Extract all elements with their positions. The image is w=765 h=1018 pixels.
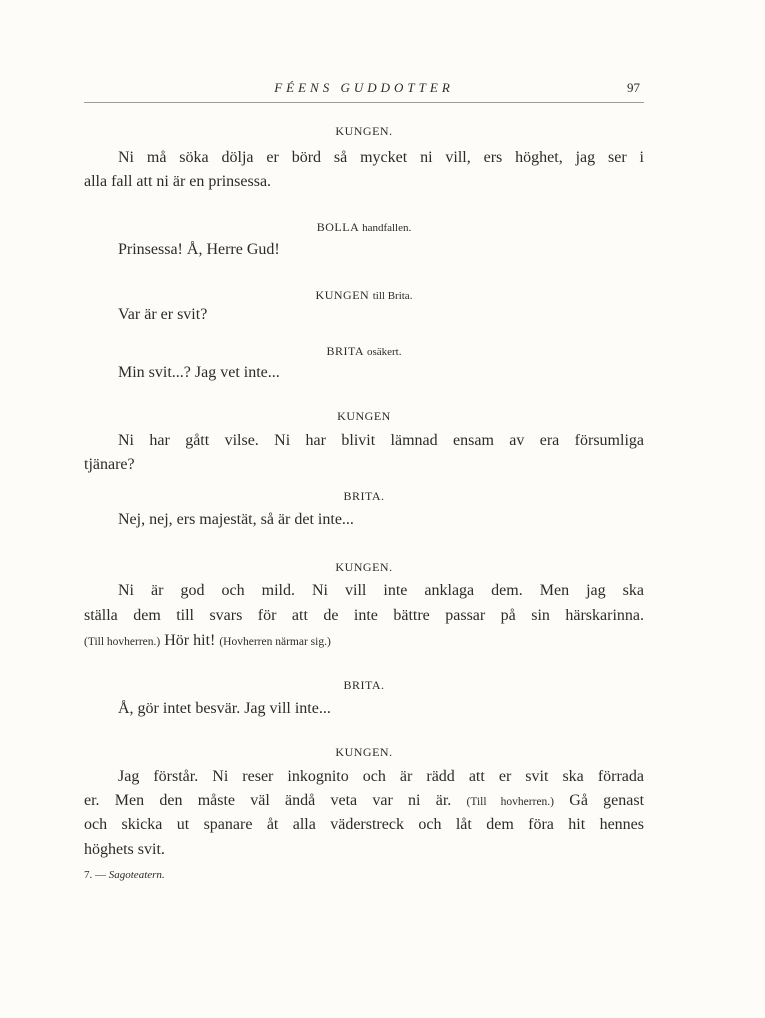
speaker-brita-1	[84, 344, 644, 359]
signature-title: Sagoteatern.	[108, 869, 165, 881]
stage-direction: till Brita.	[372, 290, 413, 302]
dialogue-line-14	[84, 789, 644, 814]
stage-direction: (Hovherren närmar sig.)	[219, 636, 331, 648]
stage-direction: (Till hovherren.)	[84, 636, 161, 648]
signature-number: 7. —	[84, 869, 106, 881]
dialogue-line-6: Ni har gått vilse. Ni har blivit lämnad ensam av era försumliga	[118, 432, 644, 449]
dialogue-text: er. Men den måste väl ändå veta var ni är.	[84, 792, 452, 809]
dialogue-line-16: höghets svit.	[84, 841, 165, 858]
dialogue-line-12: Å, gör intet besvär. Jag vill inte...	[118, 700, 331, 717]
stage-direction: handfallen.	[362, 222, 412, 234]
dialogue-line-1: Ni må söka dölja er börd så mycket ni vill, ers höghet, jag ser i	[118, 149, 644, 166]
dialogue-line-10: ställa dem till svars för att de inte bättre passar på sin härskarinna.	[84, 607, 644, 624]
dialogue-text: Gå genast	[569, 792, 645, 809]
speaker-brita-3: BRITA.	[343, 678, 385, 692]
speaker-kungen-3: KUNGEN	[337, 409, 391, 423]
speaker-name: BRITA	[326, 344, 364, 358]
dialogue-line-5: Min svit...? Jag vet inte...	[118, 364, 280, 381]
stage-direction: (Till hovherren.)	[466, 796, 555, 808]
stage-direction: osäkert.	[366, 346, 402, 358]
dialogue-line-4: Var är er svit?	[118, 306, 208, 323]
dialogue-line-15: och skicka ut spanare åt alla väderstreck och låt dem föra hit hennes	[84, 816, 644, 833]
dialogue-line-9: Ni är god och mild. Ni vill inte anklaga dem. Men jag ska	[118, 582, 644, 599]
speaker-name: BOLLA	[316, 220, 359, 234]
dialogue-text: Hör hit!	[164, 632, 216, 649]
speaker-bolla	[84, 220, 644, 235]
speaker-kungen-2	[84, 288, 644, 303]
dialogue-line-2: alla fall att ni är en prinsessa.	[84, 173, 272, 190]
dialogue-line-11	[84, 629, 644, 654]
page-number: 97	[627, 80, 640, 95]
dialogue-line-13: Jag förstår. Ni reser inkognito och är rädd att er svit ska förrada	[118, 768, 644, 785]
page-footer	[84, 869, 165, 881]
running-title: FÉENS GUDDOTTER	[274, 80, 454, 95]
dialogue-line-7: tjänare?	[84, 456, 135, 473]
speaker-kungen-5: KUNGEN.	[335, 745, 393, 759]
dialogue-line-3: Prinsessa! Å, Herre Gud!	[118, 241, 280, 258]
speaker-kungen-1: KUNGEN.	[335, 124, 393, 138]
speaker-brita-2: BRITA.	[343, 489, 385, 503]
speaker-name: KUNGEN	[315, 288, 370, 302]
page-header	[84, 78, 644, 103]
dialogue-line-8: Nej, nej, ers majestät, så är det inte...	[118, 511, 354, 528]
speaker-kungen-4: KUNGEN.	[335, 560, 393, 574]
